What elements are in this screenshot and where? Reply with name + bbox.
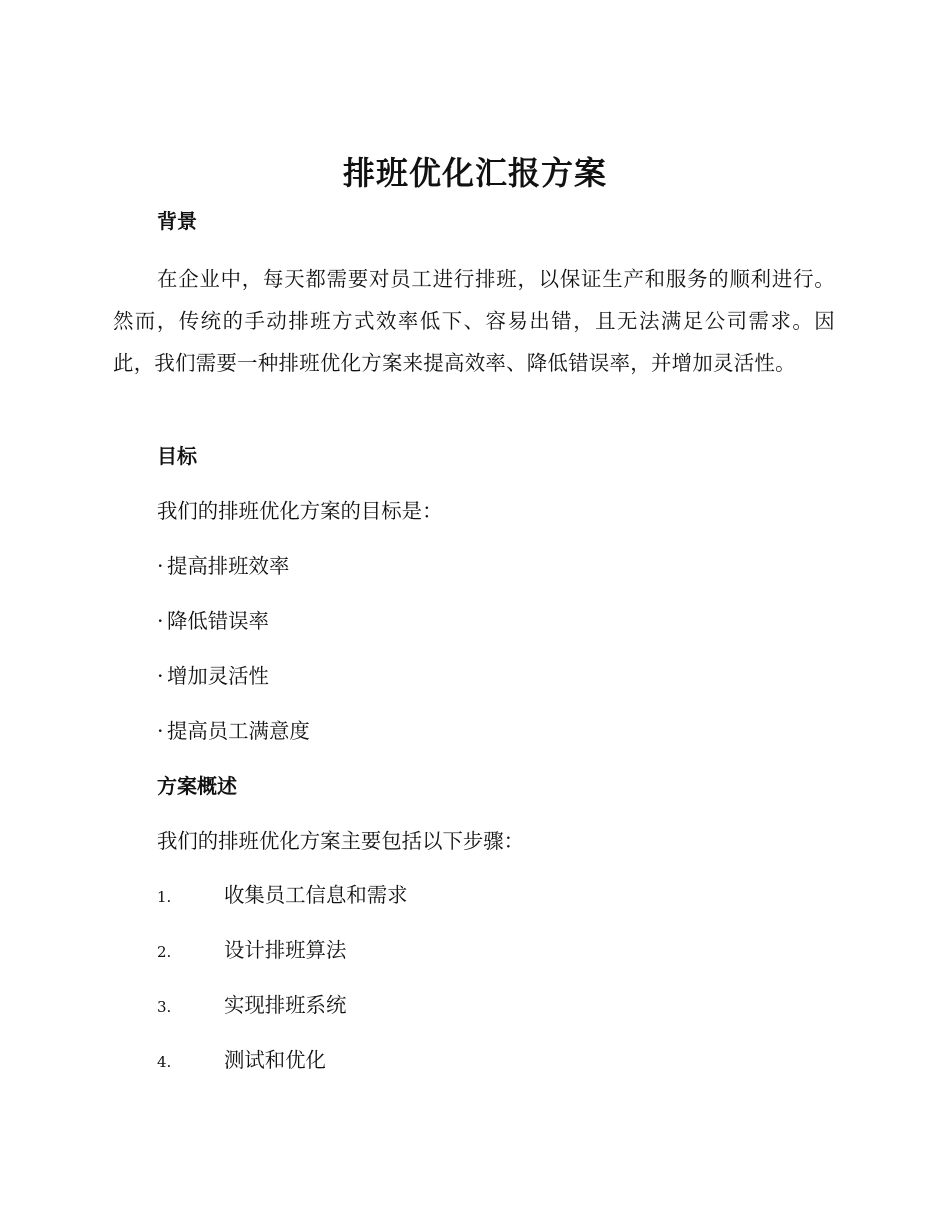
list-item <box>157 661 269 691</box>
list-item-text: 提高员工满意度 <box>167 719 310 743</box>
numbered-list-item <box>157 990 346 1022</box>
numbered-list-item <box>157 935 346 967</box>
step-number: 2. <box>157 943 172 961</box>
list-item <box>157 716 310 746</box>
step-text: 测试和优化 <box>224 1048 326 1072</box>
step-number: 3. <box>157 998 172 1016</box>
numbered-list-item <box>157 880 408 912</box>
step-number: 1. <box>157 888 172 906</box>
list-item-text: 降低错误率 <box>167 609 269 633</box>
bullet-icon: · <box>157 609 164 633</box>
list-item <box>157 606 269 636</box>
list-item-text: 增加灵活性 <box>167 664 269 688</box>
bullet-icon: · <box>157 664 164 688</box>
bullet-icon: · <box>157 719 164 743</box>
step-number: 4. <box>157 1053 172 1071</box>
section-heading-overview: 方案概述 <box>157 774 237 798</box>
step-text: 收集员工信息和需求 <box>224 883 408 907</box>
overview-intro: 我们的排班优化方案主要包括以下步骤： <box>157 829 525 853</box>
bullet-icon: · <box>157 554 164 578</box>
step-text: 实现排班系统 <box>224 993 347 1017</box>
step-text: 设计排班算法 <box>224 938 347 962</box>
numbered-list-item <box>157 1045 326 1077</box>
list-item <box>157 551 289 581</box>
goals-intro: 我们的排班优化方案的目标是： <box>157 499 443 523</box>
document-title: 排班优化汇报方案 <box>342 154 607 192</box>
list-item-text: 提高排班效率 <box>167 554 290 578</box>
section-heading-goals: 目标 <box>157 444 197 468</box>
section-heading-background: 背景 <box>157 209 197 233</box>
background-paragraph: 在企业中，每天都需要对员工进行排班，以保证生产和服务的顺利进行。然而，传统的手动排班方式效率低下、容易出错，且无法满足公司需求。因此，我们需要一种排班优化方案来提高效率、降低错误率，并增加灵活性。 <box>113 267 835 375</box>
